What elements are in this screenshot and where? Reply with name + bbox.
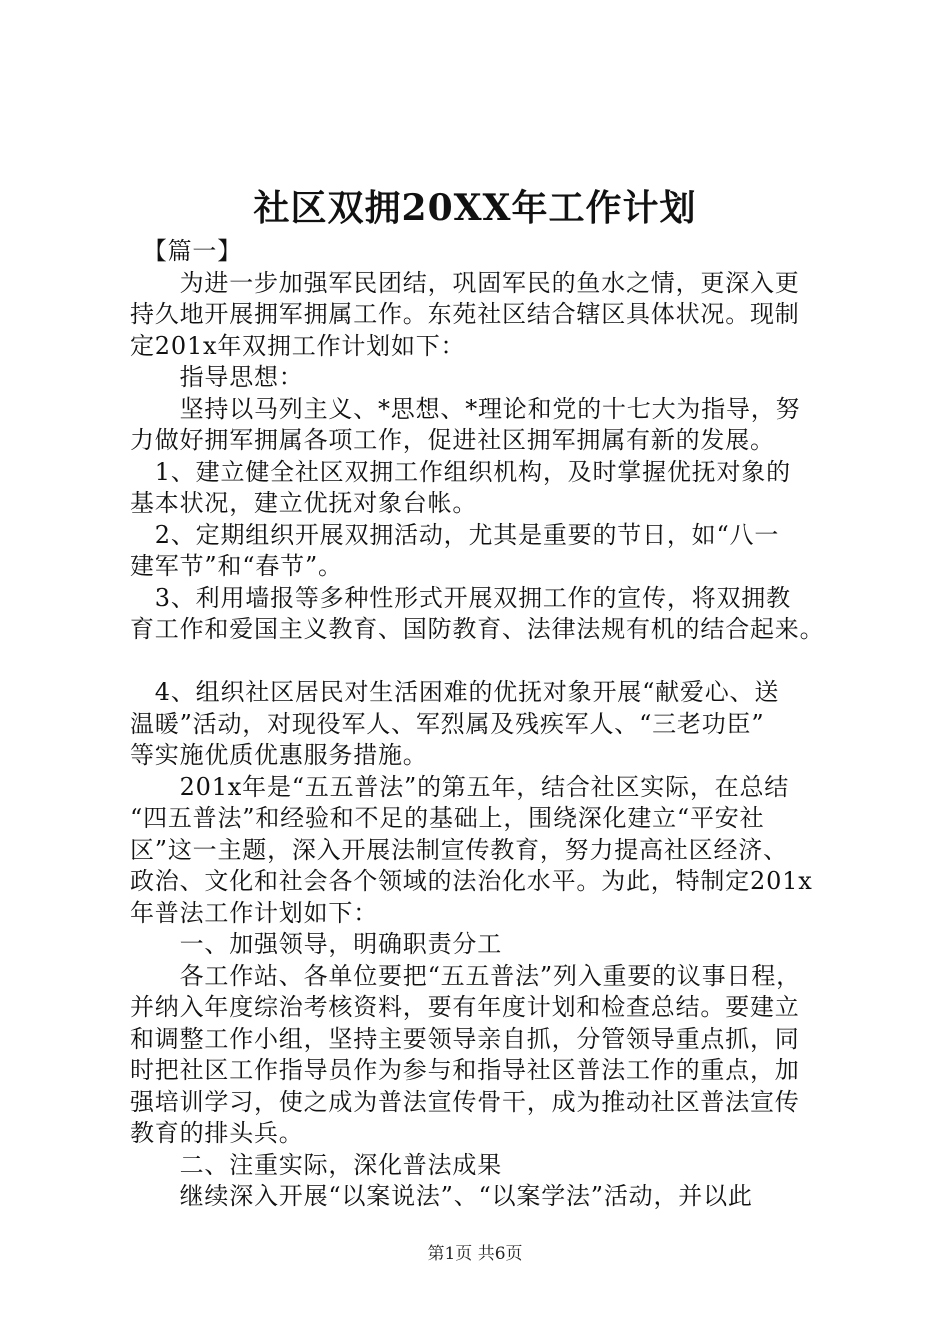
- body-line: 指导思想：: [130, 363, 304, 391]
- body-line: “四五普法”和经验和不足的基础上，围绕深化建立“平安社: [130, 804, 765, 832]
- body-line: 坚持以马列主义、*思想、*理论和党的十七大为指导，努: [130, 394, 801, 423]
- body-line: 建军节”和“春节”。: [130, 552, 343, 580]
- body-line: 2、定期组织开展双拥活动，尤其是重要的节日，如“八一: [130, 520, 780, 549]
- document-title: 社区双拥20XX年工作计划: [253, 187, 697, 229]
- body-line: 一、加强领导，明确职责分工: [130, 930, 502, 958]
- body-line: 继续深入开展“以案说法”、“以案学法”活动，并以此: [130, 1182, 753, 1210]
- body-line: 各工作站、各单位要把“五五普法”列入重要的议事日程，: [130, 961, 801, 990]
- body-line: 力做好拥军拥属各项工作，促进社区拥军拥属有新的发展。: [130, 426, 775, 454]
- body-line: 和调整工作小组，坚持主要领导亲自抓，分管领导重点抓，同: [130, 1024, 800, 1053]
- document-body: [130, 236, 834, 1213]
- body-line: 教育的排头兵。: [130, 1119, 304, 1147]
- body-line: 时把社区工作指导员作为参与和指导社区普法工作的重点，加: [130, 1056, 800, 1084]
- body-line: [130, 646, 834, 678]
- body-line: 4、组织社区居民对生活困难的优抚对象开展“献爱心、送: [130, 678, 780, 706]
- body-line: 基本状况，建立优抚对象台帐。: [130, 489, 478, 517]
- body-line: 区”这一主题，深入开展法制宣传教育，努力提高社区经济、: [130, 835, 788, 864]
- body-line: 3、利用墙报等多种性形式开展双拥工作的宣传，将双拥教: [130, 583, 791, 612]
- body-line: 并纳入年度综治考核资料，要有年度计划和检查总结。要建立: [130, 993, 800, 1021]
- body-line: 为进一步加强军民团结，巩固军民的鱼水之情，更深入更: [130, 268, 800, 297]
- page-footer: 第1页 共6页: [427, 1244, 523, 1264]
- body-line: 持久地开展拥军拥属工作。东苑社区结合辖区具体状况。现制: [130, 300, 800, 328]
- body-line: 政治、文化和社会各个领域的法治化水平。为此，特制定201x: [130, 867, 813, 895]
- body-line: 育工作和爱国主义教育、国防教育、法律法规有机的结合起来。: [130, 615, 825, 643]
- body-line: 温暖”活动，对现役军人、军烈属及残疾军人、“三老功臣”: [130, 709, 765, 738]
- body-line: 定201x年双拥工作计划如下：: [130, 331, 466, 360]
- body-line: 1、建立健全社区双拥工作组织机构，及时掌握优抚对象的: [130, 457, 791, 486]
- body-line: 【篇一】: [130, 237, 242, 265]
- body-line: 等实施优质优惠服务措施。: [130, 741, 428, 769]
- body-line: 强培训学习，使之成为普法宣传骨干，成为推动社区普法宣传: [130, 1087, 800, 1116]
- body-line: 年普法工作计划如下：: [130, 898, 378, 927]
- body-line: 201x年是“五五普法”的第五年，结合社区实际，在总结: [130, 772, 790, 801]
- body-line: 二、注重实际，深化普法成果: [130, 1150, 502, 1179]
